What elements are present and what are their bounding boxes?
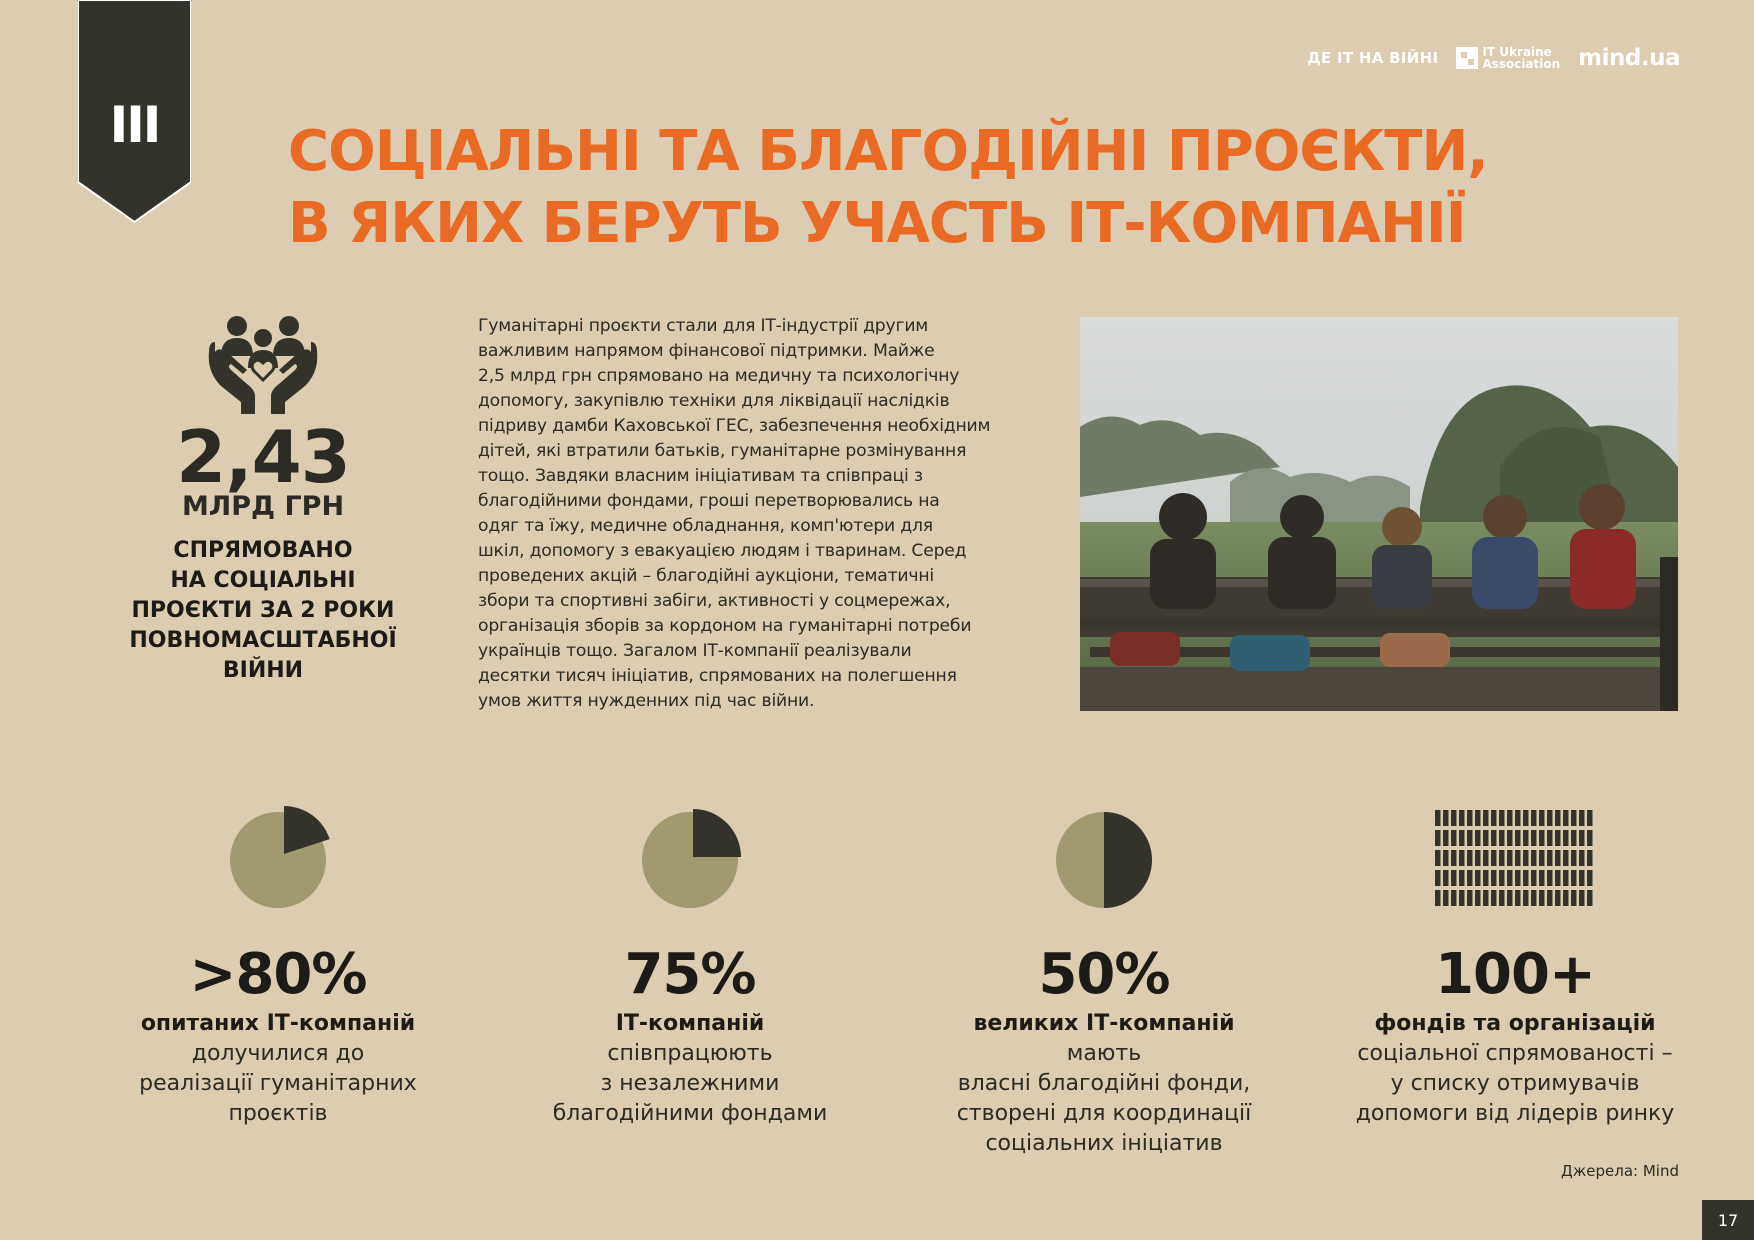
brand-it-ukraine-association bbox=[1456, 46, 1560, 70]
pie-chart-icon bbox=[223, 805, 333, 915]
grid-unit bbox=[1547, 850, 1553, 866]
grid-unit bbox=[1483, 890, 1489, 906]
grid-unit bbox=[1571, 850, 1577, 866]
grid-unit bbox=[1563, 870, 1569, 886]
grid-unit bbox=[1491, 810, 1497, 826]
grid-unit bbox=[1563, 890, 1569, 906]
grid-unit bbox=[1579, 870, 1585, 886]
grid-unit bbox=[1523, 890, 1529, 906]
children-on-bench-photo bbox=[1080, 317, 1678, 711]
grid-unit bbox=[1571, 870, 1577, 886]
stat-desc-bold: ІТ-компаній bbox=[615, 1011, 765, 1036]
stat-description bbox=[1345, 1009, 1685, 1129]
grid-unit bbox=[1515, 870, 1521, 886]
grid-unit bbox=[1515, 850, 1521, 866]
grid-unit bbox=[1531, 830, 1537, 846]
grid-unit bbox=[1443, 830, 1449, 846]
grid-unit bbox=[1531, 870, 1537, 886]
grid-unit bbox=[1579, 810, 1585, 826]
grid-unit bbox=[1467, 870, 1473, 886]
grid-unit bbox=[1539, 810, 1545, 826]
grid-unit bbox=[1467, 850, 1473, 866]
grid-unit bbox=[1571, 890, 1577, 906]
grid-unit bbox=[1571, 810, 1577, 826]
grid-unit bbox=[1435, 810, 1441, 826]
grid-unit bbox=[1523, 830, 1529, 846]
stat-value: 50% bbox=[1038, 942, 1170, 1007]
grid-unit bbox=[1443, 810, 1449, 826]
pie-chart-icon bbox=[1049, 805, 1159, 915]
grid-unit bbox=[1507, 810, 1513, 826]
grid-unit bbox=[1451, 810, 1457, 826]
grid-unit bbox=[1499, 810, 1505, 826]
stat-value: 75% bbox=[624, 942, 756, 1007]
grid-unit bbox=[1443, 870, 1449, 886]
hero-unit: МЛРД ГРН bbox=[181, 491, 345, 522]
grid-unit bbox=[1499, 850, 1505, 866]
hero-number: 2,43 bbox=[176, 415, 350, 499]
pie-slice bbox=[693, 809, 741, 857]
hero-caption: СПРЯМОВАНО НА СОЦІАЛЬНІ ПРОЄКТИ ЗА 2 РОКИ ПОВНОМАСШТАБНОЇ ВІЙНИ bbox=[129, 538, 397, 683]
it-ukraine-logo-icon bbox=[1456, 47, 1478, 69]
grid-unit bbox=[1491, 870, 1497, 886]
grid-unit bbox=[1531, 810, 1537, 826]
family-in-hands-icon bbox=[207, 312, 319, 414]
grid-unit bbox=[1587, 810, 1593, 826]
grid-unit bbox=[1491, 830, 1497, 846]
grid-unit bbox=[1459, 830, 1465, 846]
grid-unit bbox=[1555, 890, 1561, 906]
grid-unit bbox=[1435, 870, 1441, 886]
grid-unit bbox=[1483, 870, 1489, 886]
grid-unit bbox=[1459, 890, 1465, 906]
stat-description bbox=[520, 1009, 860, 1129]
grid-unit bbox=[1507, 850, 1513, 866]
stat-value: >80% bbox=[189, 942, 367, 1007]
grid-unit bbox=[1539, 890, 1545, 906]
brand-association-text: IT Ukraine Association bbox=[1482, 45, 1561, 71]
grid-unit bbox=[1483, 810, 1489, 826]
grid-unit bbox=[1531, 850, 1537, 866]
grid-unit bbox=[1555, 870, 1561, 886]
page-title bbox=[288, 116, 1528, 260]
grid-unit bbox=[1491, 850, 1497, 866]
grid-unit bbox=[1451, 890, 1457, 906]
grid-unit bbox=[1467, 810, 1473, 826]
grid-unit bbox=[1547, 810, 1553, 826]
grid-unit bbox=[1555, 810, 1561, 826]
grid-unit bbox=[1507, 890, 1513, 906]
grid-unit bbox=[1587, 890, 1593, 906]
stat-value: 100+ bbox=[1435, 942, 1595, 1007]
stat-description bbox=[108, 1009, 448, 1129]
grid-unit bbox=[1531, 890, 1537, 906]
stat-2 bbox=[520, 800, 860, 1129]
grid-unit bbox=[1475, 850, 1481, 866]
grid-unit bbox=[1563, 830, 1569, 846]
stat-desc-text: мають власні благодійні фонди, створені для координації соціальних ініціатив bbox=[956, 1041, 1252, 1156]
grid-unit bbox=[1451, 850, 1457, 866]
brand-war-label: ДЕ IT НА ВІЙНІ bbox=[1307, 49, 1439, 67]
grid-unit bbox=[1459, 850, 1465, 866]
brand-mind-logo: mind.ua bbox=[1578, 45, 1680, 71]
grid-unit bbox=[1475, 890, 1481, 906]
stat-desc-text: соціальної спрямованості – у списку отримувачів допомоги від лідерів ринку bbox=[1355, 1041, 1675, 1126]
grid-unit bbox=[1467, 830, 1473, 846]
sources-note: Джерела: Mind bbox=[1561, 1162, 1679, 1180]
page-title-line-2: В ЯКИХ БЕРУТЬ УЧАСТЬ ІТ-КОМПАНІЇ bbox=[288, 191, 1466, 256]
grid-unit bbox=[1579, 850, 1585, 866]
pie-slice bbox=[1104, 812, 1152, 908]
grid-unit bbox=[1475, 830, 1481, 846]
grid-unit bbox=[1515, 810, 1521, 826]
grid-unit bbox=[1499, 830, 1505, 846]
grid-unit bbox=[1475, 870, 1481, 886]
grid-unit bbox=[1467, 890, 1473, 906]
stat-desc-text: долучилися до реалізації гуманітарних проєктів bbox=[139, 1041, 417, 1126]
stat-3 bbox=[934, 800, 1274, 1159]
stat-desc-bold: опитаних ІТ-компаній bbox=[140, 1011, 416, 1036]
brand-bar bbox=[1307, 45, 1680, 71]
page-title-line-1: СОЦІАЛЬНІ ТА БЛАГОДІЙНІ ПРОЄКТИ, bbox=[288, 119, 1488, 184]
grid-unit bbox=[1547, 830, 1553, 846]
grid-unit bbox=[1587, 850, 1593, 866]
grid-unit bbox=[1451, 830, 1457, 846]
grid-unit bbox=[1571, 830, 1577, 846]
grid-unit bbox=[1491, 890, 1497, 906]
grid-unit bbox=[1435, 850, 1441, 866]
grid-unit bbox=[1523, 870, 1529, 886]
stat-desc-bold: фондів та організацій bbox=[1374, 1011, 1656, 1036]
grid-unit bbox=[1547, 890, 1553, 906]
grid-unit bbox=[1499, 870, 1505, 886]
grid-unit bbox=[1539, 830, 1545, 846]
grid-unit bbox=[1435, 890, 1441, 906]
page-number: 17 bbox=[1702, 1200, 1754, 1240]
pie-chart-icon bbox=[635, 805, 745, 915]
stat-desc-text: співпрацюють з незалежними благодійними фондами bbox=[552, 1041, 828, 1126]
grid-unit bbox=[1451, 870, 1457, 886]
grid-unit bbox=[1587, 870, 1593, 886]
grid-unit bbox=[1507, 870, 1513, 886]
grid-unit bbox=[1475, 810, 1481, 826]
grid-unit bbox=[1539, 850, 1545, 866]
grid-unit bbox=[1443, 890, 1449, 906]
hero-stat bbox=[110, 312, 416, 686]
grid-unit bbox=[1563, 850, 1569, 866]
grid-unit bbox=[1579, 830, 1585, 846]
grid-unit bbox=[1459, 810, 1465, 826]
grid-unit bbox=[1515, 830, 1521, 846]
grid-unit bbox=[1459, 870, 1465, 886]
grid-unit bbox=[1579, 890, 1585, 906]
grid-unit bbox=[1483, 850, 1489, 866]
grid-unit bbox=[1523, 850, 1529, 866]
grid-unit bbox=[1563, 810, 1569, 826]
body-paragraph: Гуманітарні проєкти стали для ІТ-індустрії другим важливим напрямом фінансової підтримки. Майже 2,5 млрд грн спрямовано на медичну та психологічну допомогу, закупівлю техніки для ліквідації наслідків підриву дамби Каховської ГЕС, забезпечення необхідним дітей, які втратили батьків, гуманітарне розмінування тощо. Завдяки власним ініціативам та співпраці з благодійними фондами, гроші перетворювались на одяг та їжу, медичне обладнання, комп'ютери для шкіл, допомогу з евакуацією людям і тваринам. Серед проведених акцій – благодійні аукціони, тематичні збори та спортивні забіги, активності у соцмережах, організація зборів за кордоном на гуманітарні потреби українців тощо. Загалом ІТ-компанії реалізували десятки тисяч ініціатив, спрямованих на полегшення умов життя нужденних під час війни. bbox=[478, 316, 991, 711]
section-number: III bbox=[109, 96, 160, 154]
stat-description bbox=[934, 1009, 1274, 1159]
grid-unit bbox=[1515, 890, 1521, 906]
section-bookmark bbox=[78, 0, 191, 224]
grid-unit bbox=[1435, 830, 1441, 846]
grid-unit bbox=[1539, 870, 1545, 886]
stat-4 bbox=[1345, 800, 1685, 1129]
grid-unit bbox=[1555, 850, 1561, 866]
grid-unit bbox=[1443, 850, 1449, 866]
grid-unit bbox=[1507, 830, 1513, 846]
hundred-units-grid-icon bbox=[1435, 810, 1595, 910]
grid-unit bbox=[1499, 890, 1505, 906]
grid-unit bbox=[1483, 830, 1489, 846]
grid-unit bbox=[1587, 830, 1593, 846]
grid-unit bbox=[1523, 810, 1529, 826]
stat-1 bbox=[108, 800, 448, 1129]
grid-unit bbox=[1555, 830, 1561, 846]
stat-desc-bold: великих ІТ-компаній bbox=[973, 1011, 1235, 1036]
grid-unit bbox=[1547, 870, 1553, 886]
